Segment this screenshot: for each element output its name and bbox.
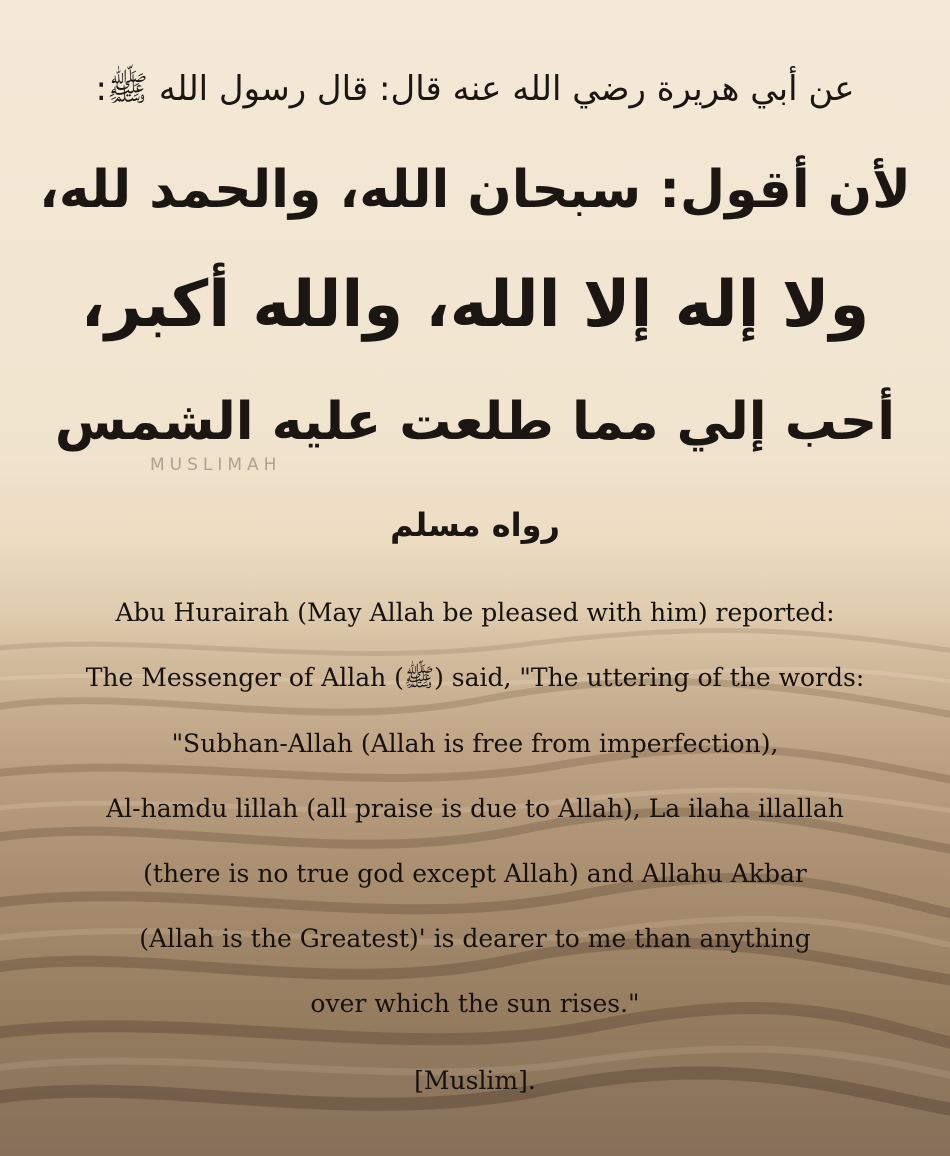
- english-line-1: Abu Hurairah (May Allah be pleased with him) reported:: [115, 598, 835, 627]
- english-source: [Muslim].: [414, 1066, 536, 1095]
- watermark: MUSLIMAH: [150, 455, 282, 475]
- arabic-hadith-line-1: لأن أقول: سبحان الله، والحمد لله،: [39, 160, 911, 220]
- english-line-3: "Subhan-Allah (Allah is free from imperfection),: [171, 729, 779, 758]
- arabic-hadith-line-2: ولا إله إلا الله، والله أكبر،: [80, 268, 870, 342]
- english-line-7: over which the sun rises.": [310, 989, 640, 1018]
- arabic-hadith-line-3: أحب إلي مما طلعت عليه الشمس: [54, 392, 896, 452]
- arabic-source: رواه مسلم: [390, 506, 560, 544]
- arabic-narrator-line: عن أبي هريرة رضي الله عنه قال: قال رسول الله ﷺ:: [95, 69, 855, 109]
- english-line-6: (Allah is the Greatest)' is dearer to me than anything: [139, 924, 811, 953]
- english-line-2: The Messenger of Allah (ﷺ) said, "The uttering of the words:: [85, 663, 865, 692]
- english-line-5: (there is no true god except Allah) and Allahu Akbar: [143, 859, 807, 888]
- english-line-4: Al-hamdu lillah (all praise is due to Allah), La ilaha illallah: [106, 794, 844, 823]
